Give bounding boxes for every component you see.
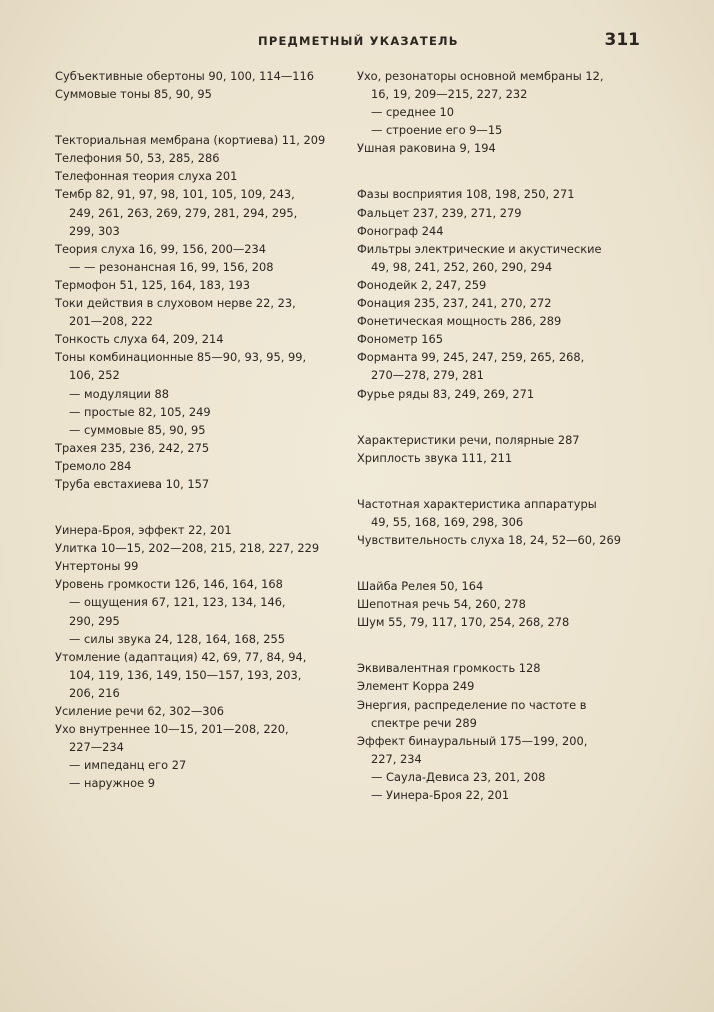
index-entry: Тоны комбинационные 85—90, 93, 95, 99, [55,350,307,365]
index-entry: Эквивалентная громкость 128 [357,661,541,676]
index-entry: 299, 303 [69,223,120,238]
section-gap [357,467,641,495]
index-entry: — импеданц его 27 [69,758,187,773]
index-entry: Фонометр 165 [357,332,444,347]
index-entry: Ухо, резонаторы основной мембраны 12, [357,69,604,83]
index-entry: Ушная раковина 9, 194 [357,141,496,156]
index-entry: Телефония 50, 53, 285, 286 [55,151,220,166]
index-entry: Трахея 235, 236, 242, 275 [55,440,210,455]
index-entry: — Уинера-Броя 22, 201 [371,788,510,802]
index-entry: 49, 55, 168, 169, 298, 306 [371,514,524,529]
index-entry: Тремоло 284 [55,458,132,473]
section-gap [357,157,641,185]
index-entry: Тембр 82, 91, 97, 98, 101, 105, 109, 243, [55,187,295,202]
running-title: ПРЕДМЕТНЫЙ УКАЗАТЕЛЬ [258,34,459,48]
index-entry: Фильтры электрические и акустические [357,241,602,256]
index-entry: Унтертоны 99 [55,559,139,574]
index-entry: 104, 119, 136, 149, 150—157, 193, 203, [69,667,302,682]
index-entry: Теория слуха 16, 99, 156, 200—234 [55,241,266,256]
index-entry: 227—234 [69,740,124,755]
index-entry: Текториальная мембрана (кортиева) 11, 209 [55,133,326,148]
section-gap [357,631,641,659]
index-entry: Фазы восприятия 108, 198, 250, 271 [357,187,575,202]
section-gap [55,103,345,131]
index-entry: Характеристики речи, полярные 287 [357,432,580,447]
index-entry: Усиление речи 62, 302—306 [55,704,224,718]
section-gap [357,403,641,431]
index-entry: Улитка 10—15, 202—208, 215, 218, 227, 229 [55,541,320,556]
section-gap [55,493,345,521]
index-entry: Шум 55, 79, 117, 170, 254, 268, 278 [357,615,570,630]
index-entry: — наружное 9 [69,776,155,791]
index-entry: Фонация 235, 237, 241, 270, 272 [357,296,552,311]
index-entry: — ощущения 67, 121, 123, 134, 146, [69,595,286,610]
index-entry: Форманта 99, 245, 247, 259, 265, 268, [357,350,585,365]
index-entry: Тонкость слуха 64, 209, 214 [55,332,224,347]
index-entry: Шепотная речь 54, 260, 278 [357,597,526,612]
running-header [56,32,640,52]
index-column-right [357,67,641,804]
index-entry: Чувствительность слуха 18, 24, 52—60, 269 [357,532,622,547]
page-number: 311 [604,30,640,50]
index-entry: — простые 82, 105, 249 [69,404,211,419]
index-entry: — суммовые 85, 90, 95 [69,422,206,437]
index-entry: — — резонансная 16, 99, 156, 208 [69,259,274,274]
index-entry: — силы звука 24, 128, 164, 168, 255 [69,631,285,646]
index-entry: 49, 98, 241, 252, 260, 290, 294 [371,259,553,274]
index-entry: Суммовые тоны 85, 90, 95 [55,87,212,102]
index-entry: — строение его 9—15 [371,123,503,138]
index-entry: — модуляции 88 [69,386,169,401]
index-entry: Фонодейк 2, 247, 259 [357,277,487,292]
index-entry: Ухо внутреннее 10—15, 201—208, 220, [55,722,289,737]
index-entry: Фонограф 244 [357,223,444,238]
index-entry: Эффект бинауральный 175—199, 200, [357,733,588,748]
index-column-left [55,67,345,792]
index-entry: Элемент Корра 249 [357,679,475,694]
index-entry: 227, 234 [371,751,422,766]
index-entry: Утомление (адаптация) 42, 69, 77, 84, 94, [55,649,307,664]
index-entry: 16, 19, 209—215, 227, 232 [371,87,528,102]
section-gap [357,549,641,577]
index-entry: — среднее 10 [371,105,454,120]
index-entry: 249, 261, 263, 269, 279, 281, 294, 295, [69,205,298,220]
index-entry: Фонетическая мощность 286, 289 [357,314,562,329]
index-entry: Телефонная теория слуха 201 [55,169,238,184]
index-entry: Фальцет 237, 239, 271, 279 [357,205,522,220]
index-entry: Хриплость звука 111, 211 [357,450,513,465]
index-entry: 106, 252 [69,368,120,383]
index-entry: Фурье ряды 83, 249, 269, 271 [357,386,535,401]
index-entry: 206, 216 [69,685,120,700]
index-entry: Субъективные обертоны 90, 100, 114—116 [55,69,314,83]
index-entry: Частотная характеристика аппаратуры [357,496,597,511]
index-entry: Труба евстахиева 10, 157 [55,476,210,491]
index-entry: Шайба Релея 50, 164 [357,579,484,594]
index-entry: Термофон 51, 125, 164, 183, 193 [55,277,250,292]
index-entry: 270—278, 279, 281 [371,368,484,383]
index-entry: Токи действия в слуховом нерве 22, 23, [55,296,296,311]
index-entry: Энергия, распределение по частоте в [357,697,587,712]
index-entry: 290, 295 [69,613,120,628]
index-entry: Уинера-Броя, эффект 22, 201 [55,523,232,538]
index-entry: — Саула-Девиса 23, 201, 208 [371,769,546,784]
index-entry: Уровень громкости 126, 146, 164, 168 [55,577,283,592]
index-entry: 201—208, 222 [69,314,153,329]
index-entry: спектре речи 289 [371,715,477,730]
